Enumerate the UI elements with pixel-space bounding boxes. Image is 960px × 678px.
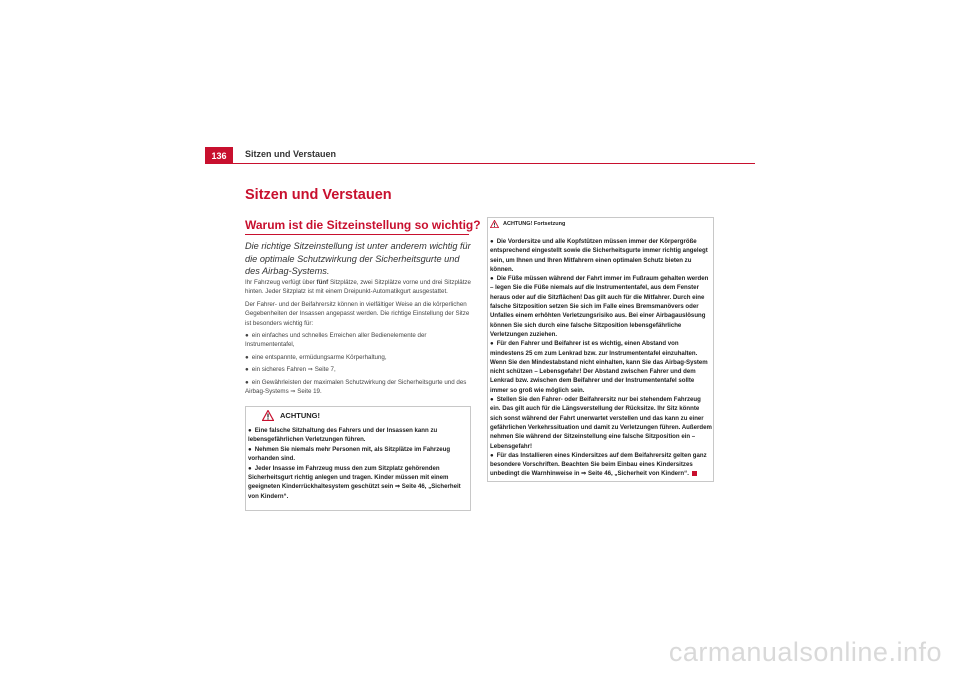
- p1-emphasis: fünf: [316, 279, 329, 286]
- list-item: ● Nehmen Sie niemals mehr Personen mit, als Sitzplätze im Fahrzeug vorhanden sind.: [248, 445, 451, 463]
- list-item: ● ein sicheres Fahren ⇒ Seite 7,: [245, 366, 336, 374]
- lead-paragraph: Die richtige Sitzeinstellung ist unter anderem wichtig für die optimale Schutzwirkung der Sicherheitsgurte und des Airbag-Systems.: [245, 241, 471, 276]
- list-item: ● Eine falsche Sitzhaltung des Fahrers und der Insassen kann zu lebensgefährlichen Verletzungen führen.: [248, 427, 438, 444]
- list-item: ● ein einfaches und schnelles Erreichen aller Bedienelemente der Instrumententafel,: [245, 332, 427, 349]
- section-end-icon: [692, 471, 697, 476]
- list-item: ● Die Vordersitze und alle Kopfstützen müssen immer der Körpergröße entsprechend eingestellt sowie die Sicherheitsgurte immer richtig angelegt sein, um Ihnen und Ihren Mitfahrern einen optimalen Schutz bieten zu können.: [490, 238, 708, 273]
- warning-header: [262, 410, 320, 421]
- list-item: ● ein Gewährleisten der maximalen Schutzwirkung der Sicherheitsgurte und des Airbag-Systems ⇒ Seite 19.: [245, 378, 467, 396]
- running-header: Sitzen und Verstauen: [245, 149, 337, 159]
- bullet-icon: ●: [248, 445, 252, 453]
- p1-start: Ihr Fahrzeug verfügt über: [245, 279, 317, 286]
- p1-end: Sitzplätze, zwei Sitzplätze vorne und drei Sitzplätze hinten. Jeder Sitzplatz ist mit einem Dreipunkt-Automatikgurt ausgestattet.: [245, 279, 471, 296]
- warning-body: [248, 426, 470, 501]
- bullet-icon: ●: [245, 332, 249, 340]
- bullet-icon: ●: [490, 396, 494, 404]
- bullet-icon: ●: [245, 353, 249, 361]
- body-text: [245, 278, 473, 399]
- bullet-icon: ●: [490, 451, 494, 459]
- warning-icon: [490, 220, 499, 228]
- header-rule: [205, 163, 755, 164]
- bullet-icon: ●: [245, 366, 249, 374]
- warning-body-continued: [490, 237, 712, 479]
- bullet-icon: ●: [248, 427, 252, 434]
- paragraph-seats: [245, 278, 473, 297]
- paragraph-adjustment: Der Fahrer- und der Beifahrersitz können in vielfältiger Weise an die körperlichen Gegebenheiten der Insassen angepasst werden. Die richtige Einstellung der Sitze ist besonders wichtig für:: [245, 300, 470, 327]
- bullet-icon: ●: [245, 378, 249, 386]
- page-number: 136: [205, 147, 233, 164]
- section-title: Warum ist die Sitzeinstellung so wichtig?: [245, 218, 481, 232]
- list-item: ● eine entspannte, ermüdungsarme Körperhaltung,: [245, 353, 387, 361]
- list-item: ● Stellen Sie den Fahrer- oder Beifahrersitz nur bei stehendem Fahrzeug ein. Das gilt auch für die Längsverstellung der Rücksitze. Ihr Sitz könnte sich sonst während der Fahrt unerwartet verstellen und das kann zu einer gefährlichen Verkehrssituation und damit zu Verletzungen führen. Außerdem nehmen Sie während der Sitzeinstellung eine falsche Sitzposition ein – Lebensgefahr!: [490, 396, 712, 450]
- watermark: carmanualsonline.info: [668, 637, 942, 667]
- list-item: ● Die Füße müssen während der Fahrt immer im Fußraum gehalten werden – legen Sie die Füße niemals auf die Instrumententafel, aus dem Fenster heraus oder auf die Sitzflächen! Das gilt auch für die Mitfahrer. Durch eine falsche Sitzposition setzen Sie sich im Falle eines Bremsmanövers oder Unfalles einem erhöhten Verletzungsrisiko aus. Bei einer Airbagauslösung können Sie sich durch eine falsche Sitzposition lebensgefährliche Verletzungen zuziehen.: [490, 275, 709, 338]
- bullet-icon: ●: [248, 464, 252, 472]
- bullet-icon: ●: [490, 238, 494, 245]
- warning-title-continued: ACHTUNG! Fortsetzung: [503, 221, 566, 227]
- bullet-icon: ●: [490, 340, 494, 348]
- chapter-title: Sitzen und Verstauen: [245, 187, 392, 203]
- bullet-icon: ●: [490, 275, 494, 283]
- warning-title: ACHTUNG!: [280, 411, 320, 420]
- warning-icon: [262, 410, 274, 421]
- list-item: ● Jeder Insasse im Fahrzeug muss den zum Sitzplatz gehörenden Sicherheitsgurt richtig anlegen und tragen. Kinder müssen mit einem geeigneten Kinderrückhaltesystem geschützt sein ⇒ Seite 46, „Sicherheit von Kindern“.: [248, 464, 461, 500]
- list-item: ● Für das Installieren eines Kindersitzes auf dem Beifahrersitz gelten ganz besondere Vorschriften. Beachten Sie beim Einbau eines Kindersitzes unbedingt die Warnhinweise in ⇒ Seite 46, „Sicherheit von Kindern“.: [490, 451, 707, 478]
- warning-header-continued: [490, 220, 565, 228]
- section-rule: [245, 234, 469, 235]
- list-item: ● Für den Fahrer und Beifahrer ist es wichtig, einen Abstand von mindestens 25 cm zum Lenkrad bzw. zur Instrumententafel einzuhalten. Wenn Sie den Mindestabstand nicht einhalten, kann Sie das Airbag-System nicht schützen – Lebensgefahr! Der Abstand zwischen Fahrer und dem Lenkrad bzw. zwischen dem Beifahrer und der Instrumententafel sollte immer so groß wie möglich sein.: [490, 340, 708, 394]
